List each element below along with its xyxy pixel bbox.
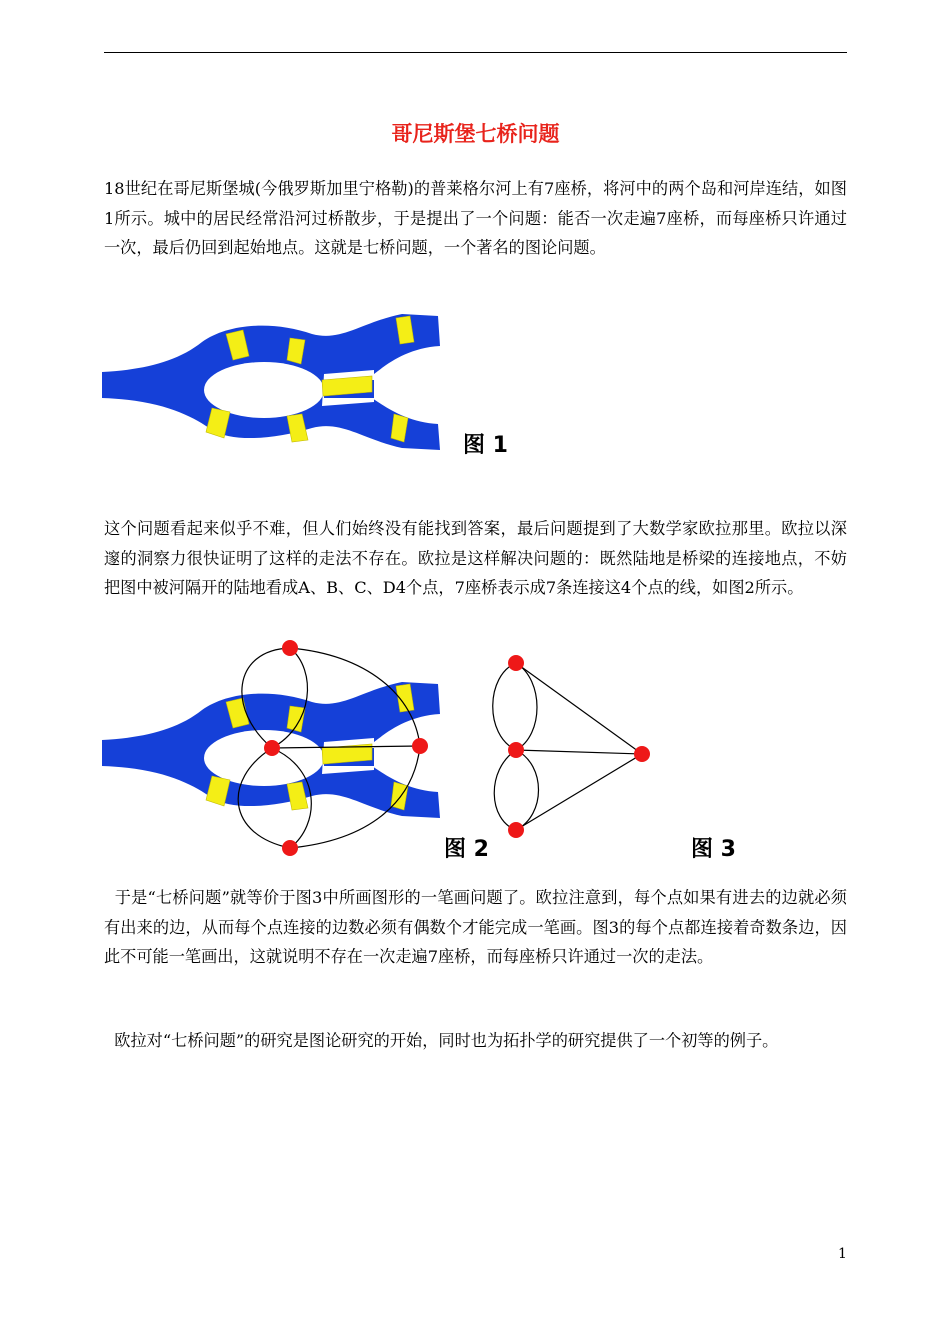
graph3-node-right [634,746,650,762]
graph3-node-middle [508,742,524,758]
graph3-node-bottom [508,822,524,838]
page-title: 哥尼斯堡七桥问题 [391,122,560,146]
node-d [282,840,298,856]
graph3-node-top [508,655,524,671]
figure-3-label: 图 3 [691,837,736,862]
figure-1-river-map [102,312,447,452]
node-a [282,640,298,656]
figure-3-abstract-graph [486,655,656,840]
page-number: 1 [838,1246,847,1262]
graph3-nodes [508,655,650,838]
paragraph-euler: 这个问题看起来似乎不难，但人们始终没有能找到答案，最后问题提到了大数学家欧拉那里。欧拉以深邃的洞察力很快证明了这样的走法不存在。欧拉是这样解决问题的：既然陆地是桥梁的连接地点，不妨把图中被河隔开的陆地看成A、B、C、D4个点，7座桥表示成7条连接这4个点的线，如图2所示。 [104,519,847,597]
paragraph-conclusion: 欧拉对“七桥问题”的研究是图论研究的开始，同时也为拓扑学的研究提供了一个初等的例子。 [104,1031,779,1050]
paragraph-intro: 18世纪在哥尼斯堡城(今俄罗斯加里宁格勒)的普莱格尔河上有7座桥，将河中的两个岛和河岸连结，如图1所示。城中的居民经常沿河过桥散步，于是提出了一个问题：能否一次走遍7座桥，而每座桥只许通过一次，最后仍回到起始地点。这就是七桥问题，一个著名的图论问题。 [104,179,847,257]
header-rule [104,52,847,53]
paragraph-one-stroke: 于是“七桥问题”就等价于图3中所画图形的一笔画问题了。欧拉注意到，每个点如果有进去的边就必须有出来的边，从而每个点连接的边数必须有偶数个才能完成一笔画。图3的每个点都连接着奇数条边，因此不可能一笔画出，这就说明不存在一次走遍7座桥，而每座桥只许通过一次的走法。 [104,888,847,966]
figure-1-label: 图 1 [463,433,508,458]
node-b [264,740,280,756]
figure-2-label: 图 2 [444,837,489,862]
river-shape [102,314,440,450]
figure-2-graph-overlay [102,640,447,860]
node-c [412,738,428,754]
